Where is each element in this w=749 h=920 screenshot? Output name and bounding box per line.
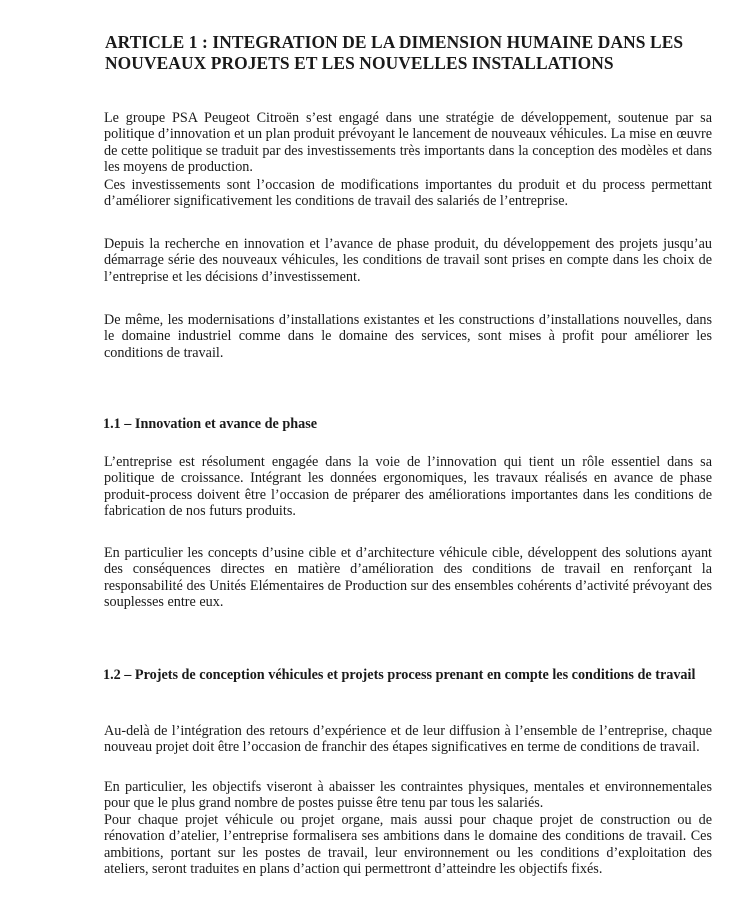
intro-paragraph-3: Depuis la recherche en innovation et l’avance de phase produit, du développement des projets jusqu’au démarrage série des nouveaux véhicules, les conditions de travail sont prises en compte dans les choix de l’entreprise et les décisions d’investissement. xyxy=(104,236,712,285)
section-1-1-paragraph-1: L’entreprise est résolument engagée dans la voie de l’innovation qui tient un rôle essentiel dans sa politique de croissance. Intégrant les données ergonomiques, les travaux réalisés en avance de phase produit-process doivent être l’occasion de préparer des améliorations importantes dans les conditions de fabrication de nos futurs produits. xyxy=(104,454,712,520)
section-1-1-heading: 1.1 – Innovation et avance de phase xyxy=(103,416,318,432)
section-1-1-paragraph-2: En particulier les concepts d’usine cible et d’architecture véhicule cible, développent des solutions ayant des conséquences directes en matière d’amélioration des conditions de travail en renforçant la responsabilité des Unités Elémentaires de Production sur des ensembles cohérents d’activité prévoyant des souplesses entre eux. xyxy=(104,545,712,611)
section-1-2-paragraph-2: En particulier, les objectifs viseront à abaisser les contraintes physiques, mentales et environnementales pour que le plus grand nombre de postes puisse être tenu par tous les salariés. xyxy=(104,779,712,812)
section-1-2-paragraph-3: Pour chaque projet véhicule ou projet organe, mais aussi pour chaque projet de construction ou de rénovation d’atelier, l’entreprise formalisera ses ambitions dans le domaine des conditions de travail. Ces ambitions, portant sur les postes de travail, leur environnement ou les conditions d’exploitation des ateliers, seront traduites en plans d’action qui permettront d’atteindre les objectifs fixés. xyxy=(104,812,712,878)
intro-paragraph-1: Le groupe PSA Peugeot Citroën s’est engagé dans une stratégie de développement, soutenue par sa politique d’innovation et un plan produit prévoyant le lancement de nouveaux véhicules. La mise en œuvre de cette politique se traduit par des investissements très importants dans la conception des modèles et dans les moyens de production. xyxy=(104,110,712,176)
article-title: ARTICLE 1 : INTEGRATION DE LA DIMENSION HUMAINE DANS LES NOUVEAUX PROJETS ET LES NOUVELLES INSTALLATIONS xyxy=(105,32,684,73)
section-1-2-paragraph-1: Au-delà de l’intégration des retours d’expérience et de leur diffusion à l’ensemble de l’entreprise, chaque nouveau projet doit être l’occasion de franchir des étapes significatives en terme de conditions de travail. xyxy=(104,723,712,756)
section-1-2-heading: 1.2 – Projets de conception véhicules et projets process prenant en compte les conditions de travail xyxy=(103,667,696,683)
intro-paragraph-4: De même, les modernisations d’installations existantes et les constructions d’installations nouvelles, dans le domaine industriel comme dans le domaine des services, sont mises à profit pour améliorer les conditions de travail. xyxy=(104,312,712,361)
intro-paragraph-2: Ces investissements sont l’occasion de modifications importantes du produit et du process permettant d’améliorer significativement les conditions de travail des salariés de l’entreprise. xyxy=(104,177,712,210)
